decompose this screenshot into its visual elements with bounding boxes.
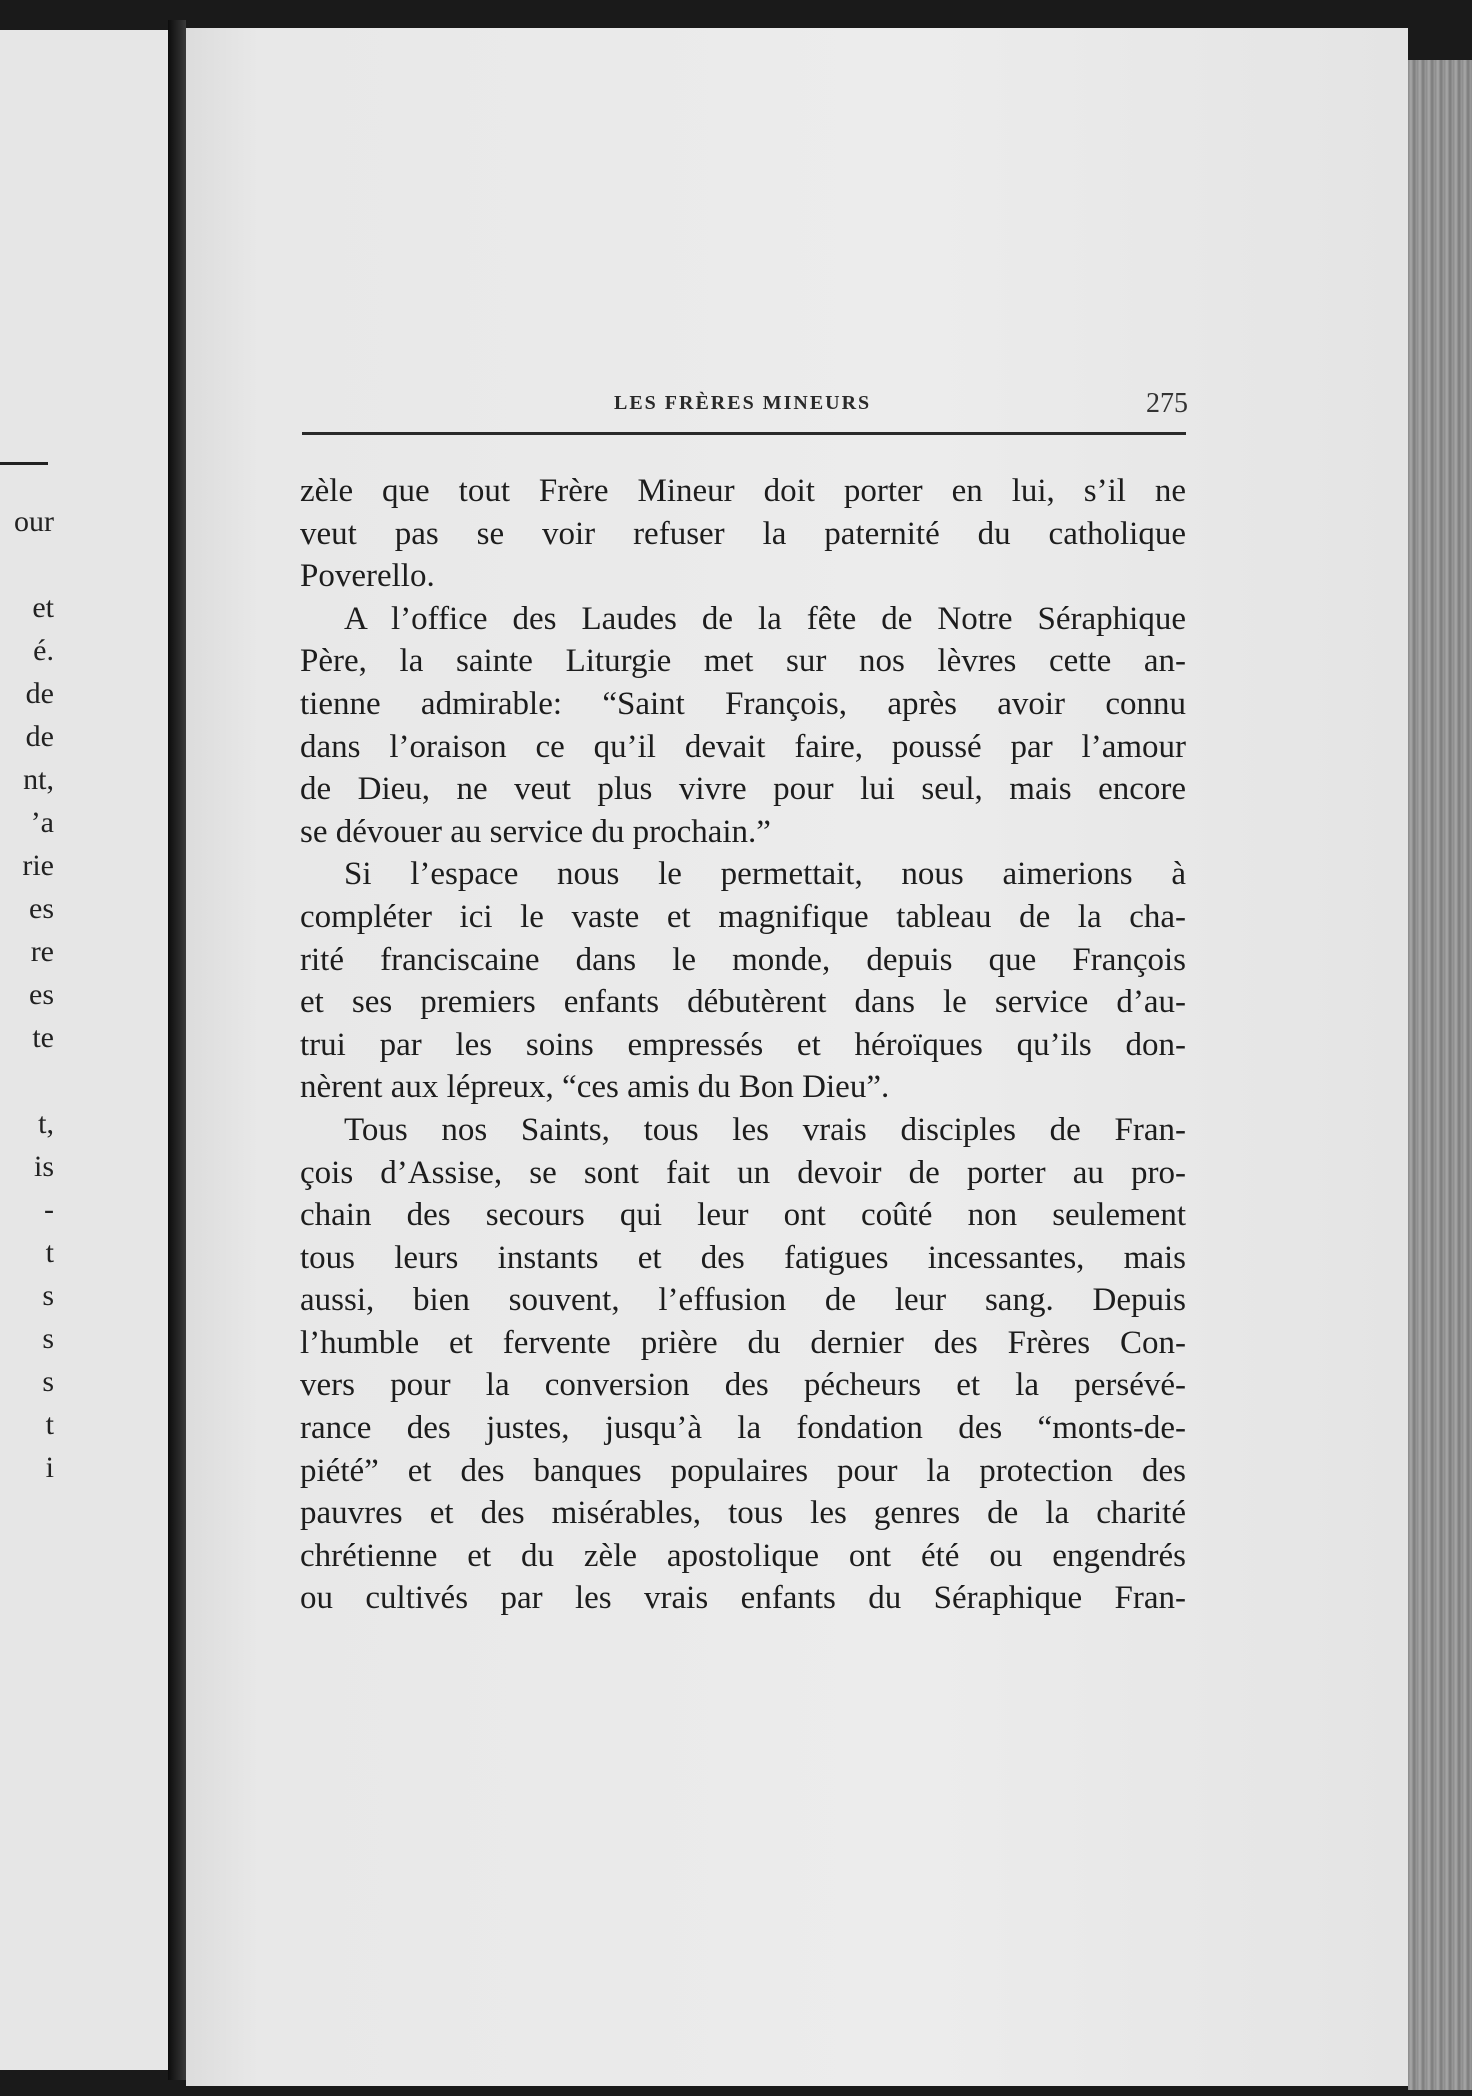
left-page-fragment: é. bbox=[33, 634, 54, 667]
text-line: Poverello. bbox=[300, 558, 435, 595]
text-line: trui par les soins empressés et héroïques qu’ils don- bbox=[300, 1026, 1186, 1063]
text-line: Si l’espace nous le permettait, nous aimerions à bbox=[344, 856, 1186, 893]
text-line: tous leurs instants et des fatigues incessantes, mais bbox=[300, 1239, 1186, 1276]
left-page-fragment: de bbox=[25, 720, 54, 753]
left-page-fragment: te bbox=[32, 1021, 54, 1054]
text-line: çois d’Assise, se sont fait un devoir de porter au pro- bbox=[300, 1154, 1186, 1191]
left-page-fragment: de bbox=[25, 677, 54, 710]
left-page-fragment: s bbox=[42, 1322, 54, 1355]
body-text bbox=[300, 470, 1186, 1620]
page-edges bbox=[1408, 60, 1472, 2090]
left-page-fragment: et bbox=[32, 591, 54, 624]
left-page-fragment: is bbox=[33, 1150, 54, 1183]
text-line: de Dieu, ne veut plus vivre pour lui seul, mais encore bbox=[300, 771, 1186, 808]
running-head bbox=[302, 388, 1192, 424]
text-line: compléter ici le vaste et magnifique tableau de la cha- bbox=[300, 898, 1186, 935]
page-number: 275 bbox=[1146, 388, 1188, 419]
left-page-fragment: es bbox=[29, 892, 54, 925]
text-line: pauvres et des misérables, tous les genres de la charité bbox=[300, 1495, 1186, 1532]
left-page bbox=[0, 30, 168, 2070]
text-line: rance des justes, jusqu’à la fondation des “monts-de- bbox=[300, 1410, 1186, 1447]
left-page-fragment: ’a bbox=[30, 806, 54, 839]
left-page-fragment: i bbox=[45, 1451, 54, 1484]
left-page-fragment: - bbox=[44, 1193, 54, 1226]
text-line: se dévouer au service du prochain.” bbox=[300, 813, 771, 850]
text-line: aussi, bien souvent, l’effusion de leur sang. Depuis bbox=[300, 1282, 1186, 1319]
text-line: rité franciscaine dans le monde, depuis que François bbox=[300, 941, 1186, 978]
left-page-fragment: rie bbox=[22, 849, 54, 882]
text-line: dans l’oraison ce qu’il devait faire, poussé par l’amour bbox=[300, 728, 1186, 765]
left-page-text-fragments bbox=[0, 500, 60, 1489]
left-page-fragment: t bbox=[45, 1236, 54, 1269]
text-line: veut pas se voir refuser la paternité du catholique bbox=[300, 515, 1186, 552]
left-page-fragment: s bbox=[42, 1365, 54, 1398]
left-page-fragment: t bbox=[45, 1408, 54, 1441]
text-line: chain des secours qui leur ont coûté non seulement bbox=[300, 1197, 1186, 1234]
running-title: LES FRÈRES MINEURS bbox=[614, 392, 872, 414]
text-line: Tous nos Saints, tous les vrais disciples de Fran- bbox=[344, 1111, 1186, 1148]
text-line: et ses premiers enfants débutèrent dans le service d’au- bbox=[300, 984, 1186, 1021]
text-line: ou cultivés par les vrais enfants du Séraphique Fran- bbox=[300, 1580, 1186, 1617]
text-line: l’humble et fervente prière du dernier des Frères Con- bbox=[300, 1324, 1186, 1361]
left-page-fragment: t, bbox=[38, 1107, 54, 1140]
text-line: tienne admirable: “Saint François, après avoir connu bbox=[300, 685, 1186, 722]
left-page-fragment: re bbox=[30, 935, 54, 968]
text-line: piété” et des banques populaires pour la protection des bbox=[300, 1452, 1186, 1489]
left-page-fragment: es bbox=[29, 978, 54, 1011]
text-line: vers pour la conversion des pécheurs et la persévé- bbox=[300, 1367, 1186, 1404]
left-page-fragment bbox=[0, 1059, 60, 1102]
header-rule bbox=[302, 432, 1186, 435]
text-line: zèle que tout Frère Mineur doit porter en lui, s’il ne bbox=[300, 473, 1186, 509]
left-page-rule bbox=[0, 462, 48, 465]
text-line: Père, la sainte Liturgie met sur nos lèvres cette an- bbox=[300, 643, 1186, 680]
text-line: nèrent aux lépreux, “ces amis du Bon Dieu”. bbox=[300, 1069, 890, 1106]
left-page-fragment: our bbox=[14, 505, 54, 538]
text-line: A l’office des Laudes de la fête de Notre Séraphique bbox=[344, 600, 1186, 637]
book-gutter bbox=[168, 20, 186, 2080]
text-line: chrétienne et du zèle apostolique ont été ou engendrés bbox=[300, 1537, 1186, 1574]
left-page-fragment: s bbox=[42, 1279, 54, 1312]
left-page-fragment: nt, bbox=[23, 763, 54, 796]
left-page-fragment bbox=[0, 543, 60, 586]
